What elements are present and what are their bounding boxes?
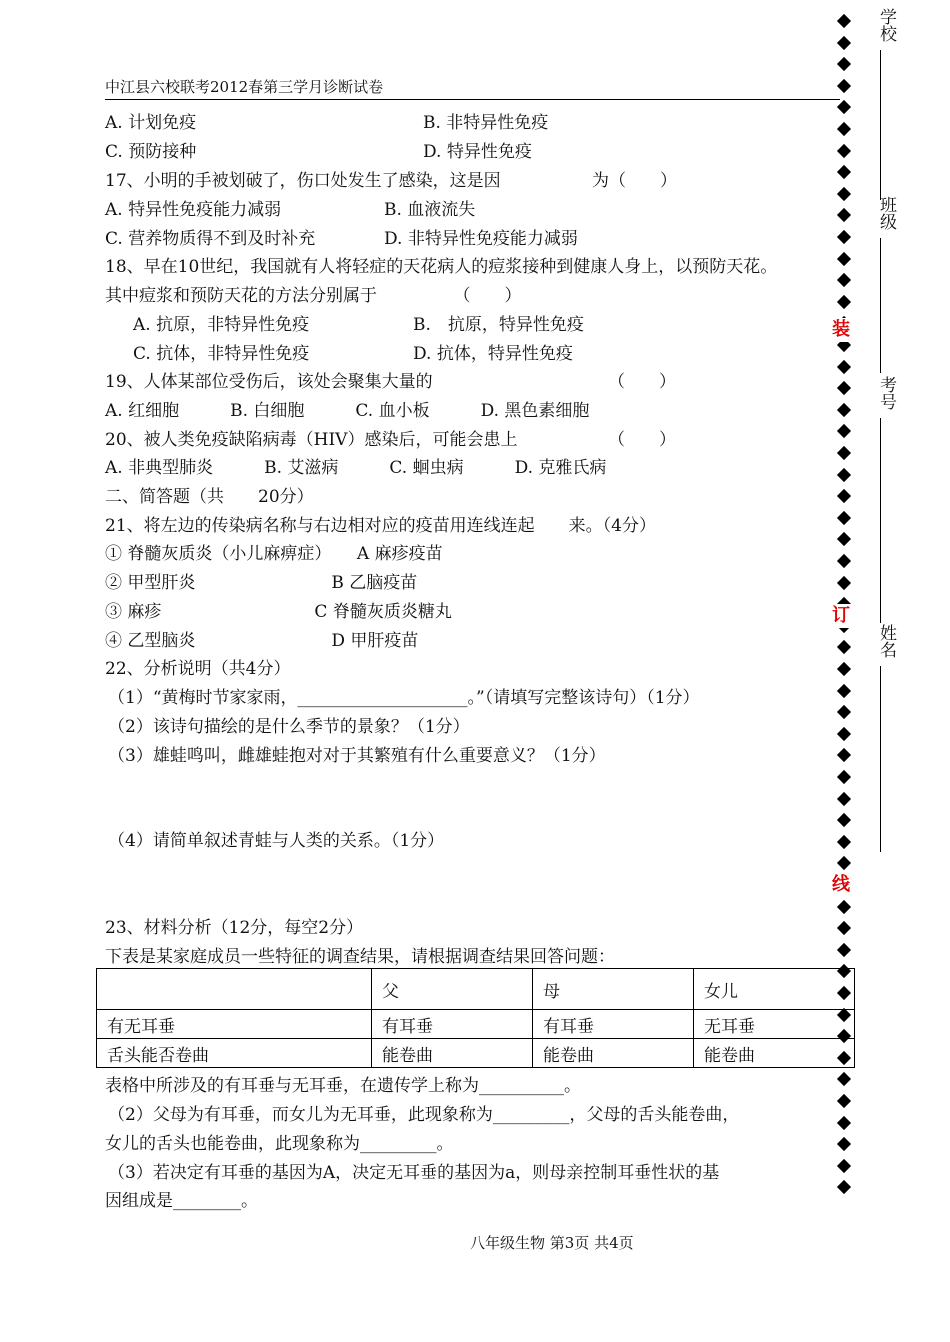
- table-cell: 有耳垂: [533, 1010, 694, 1039]
- diamond-icon: [837, 208, 851, 222]
- diamond-icon: [837, 144, 851, 158]
- diamond-icon: [837, 1159, 851, 1173]
- binding-diamond-column: [828, 8, 864, 1198]
- table-cell: 舌头能否卷曲: [97, 1039, 372, 1068]
- diamond-icon: [837, 360, 851, 374]
- line-q21-4: ④ 乙型脑炎 D 甲肝疫苗: [105, 631, 419, 651]
- binding-mark-zhuang: 装: [829, 318, 853, 342]
- diamond-icon: [837, 122, 851, 136]
- diamond-icon: [837, 727, 851, 741]
- name-line: [880, 666, 881, 852]
- line-q21: 21、将左边的传染病名称与右边相对应的疫苗用连线连起 来。（4分）: [105, 516, 656, 536]
- diamond-icon: [837, 14, 851, 28]
- diamond-icon: [837, 1094, 851, 1108]
- line-q22-2: （2）该诗句描绘的是什么季节的景象？（1分）: [108, 717, 470, 737]
- diamond-icon: [837, 468, 851, 482]
- line-q17-a: A. 特异性免疫能力减弱: [105, 200, 282, 220]
- line-q17-c: C. 营养物质得不到及时补充: [105, 229, 316, 249]
- table-cell: 父: [372, 969, 533, 1010]
- exam-no-line: [880, 418, 881, 623]
- line-q22: 22、分析说明（共4分）: [105, 659, 291, 679]
- line-q17-tail: 为（ ）: [592, 171, 677, 191]
- line-q19: 19、人体某部位受伤后，该处会聚集大量的: [105, 372, 433, 392]
- line-q16-b: B. 非特异性免疫: [423, 113, 549, 133]
- table-cell: 母: [533, 969, 694, 1010]
- diamond-icon: [837, 856, 851, 870]
- line-q22-3: （3）雄蛙鸣叫，雌雄蛙抱对对于其繁殖有什么重要意义？（1分）: [108, 746, 606, 766]
- line-q22-1: （1）“黄梅时节家家雨，____________________。”（请填写完整该诗句）（1分）: [108, 688, 700, 708]
- line-q19-opts: A. 红细胞 B. 白细胞 C. 血小板 D. 黑色素细胞: [105, 401, 590, 421]
- diamond-icon: [837, 943, 851, 957]
- diamond-icon: [837, 273, 851, 287]
- line-q20: 20、被人类免疫缺陷病毒（HIV）感染后，可能会患上: [105, 430, 518, 450]
- diamond-icon: [837, 1029, 851, 1043]
- table-row: [97, 1039, 855, 1068]
- line-q18: 18、早在10世纪，我国就有人将轻症的天花病人的痘浆接种到健康人身上，以预防天花。: [105, 257, 778, 277]
- binding-mark-ding: 订: [829, 604, 853, 628]
- line-q21-3: ③ 麻疹 C 脊髓灰质炎糖丸: [105, 602, 452, 622]
- line-q23-3: （3）若决定有耳垂的基因为A，决定无耳垂的基因为a，则母亲控制耳垂性状的基: [108, 1163, 720, 1183]
- diamond-icon: [837, 1137, 851, 1151]
- line-q17: 17、小明的手被划破了，伤口处发生了感染，这是因: [105, 171, 501, 191]
- table-cell: 女儿: [693, 969, 854, 1010]
- line-q18-2: 其中痘浆和预防天花的方法分别属于 （ ）: [105, 286, 522, 306]
- diamond-icon: [837, 511, 851, 525]
- table-cell: 有无耳垂: [97, 1010, 372, 1039]
- line-q18-d: D. 抗体，特异性免疫: [413, 344, 573, 364]
- diamond-icon: [837, 986, 851, 1000]
- line-q16-c: C. 预防接种: [105, 142, 197, 162]
- table-cell: [97, 969, 372, 1010]
- line-q20-opts: A. 非典型肺炎 B. 艾滋病 C. 蛔虫病 D. 克雅氏病: [105, 458, 607, 478]
- line-sec2: 二、简答题（共 20分）: [105, 487, 314, 507]
- diamond-icon: [837, 1008, 851, 1022]
- line-q23-1: 表格中所涉及的有耳垂与无耳垂，在遗传学上称为__________。: [105, 1076, 581, 1096]
- binding-mark-xian: 线: [829, 873, 853, 897]
- diamond-icon: [837, 554, 851, 568]
- page-footer: 八年级生物 第3页 共4页: [470, 1234, 634, 1252]
- line-q17-d: D. 非特异性免疫能力减弱: [384, 229, 578, 249]
- table-cell: 能卷曲: [533, 1039, 694, 1068]
- line-q17-b: B. 血液流失: [384, 200, 476, 220]
- line-q16-a: A. 计划免疫: [105, 113, 197, 133]
- diamond-icon: [837, 1072, 851, 1086]
- diamond-icon: [837, 79, 851, 93]
- diamond-icon: [837, 489, 851, 503]
- table-row: [97, 1010, 855, 1039]
- table-cell: 无耳垂: [693, 1010, 854, 1039]
- exam-no-label: 考号: [876, 376, 896, 410]
- school-label: 学校: [876, 8, 896, 42]
- diamond-icon: [837, 921, 851, 935]
- diamond-icon: [837, 230, 851, 244]
- exam-header: 中江县六校联考2012春第三学月诊断试卷: [105, 78, 384, 96]
- diamond-icon: [837, 532, 851, 546]
- diamond-icon: [837, 813, 851, 827]
- table-cell: 有耳垂: [372, 1010, 533, 1039]
- school-line: [880, 50, 881, 200]
- diamond-icon: [837, 770, 851, 784]
- diamond-icon: [837, 835, 851, 849]
- line-q18-b: B. 抗原，特异性免疫: [413, 315, 584, 335]
- diamond-icon: [837, 165, 851, 179]
- line-q18-c: C. 抗体，非特异性免疫: [133, 344, 310, 364]
- line-q20-tail: （ ）: [608, 430, 676, 450]
- line-q21-2: ② 甲型肝炎 B 乙脑疫苗: [105, 573, 418, 593]
- diamond-icon: [837, 792, 851, 806]
- diamond-icon: [837, 187, 851, 201]
- diamond-icon: [837, 1180, 851, 1194]
- diamond-icon: [837, 640, 851, 654]
- diamond-icon: [837, 1051, 851, 1065]
- diamond-icon: [837, 1116, 851, 1130]
- diamond-icon: [837, 57, 851, 71]
- line-q22-4: （4）请简单叙述青蛙与人类的关系。（1分）: [108, 831, 445, 851]
- class-line: [880, 238, 881, 373]
- line-q18-a: A. 抗原，非特异性免疫: [133, 315, 310, 335]
- diamond-icon: [837, 964, 851, 978]
- diamond-icon: [837, 252, 851, 266]
- diamond-icon: [837, 36, 851, 50]
- diamond-icon: [837, 576, 851, 590]
- line-q23-intro: 下表是某家庭成员一些特征的调查结果，请根据调查结果回答问题：: [105, 947, 615, 967]
- diamond-icon: [837, 662, 851, 676]
- diamond-icon: [837, 295, 851, 309]
- class-label: 班级: [876, 196, 896, 230]
- line-q23-2b: 女儿的舌头也能卷曲，此现象称为_________。: [105, 1134, 454, 1154]
- survey-table: [96, 968, 855, 1068]
- diamond-icon: [837, 900, 851, 914]
- line-q23: 23、材料分析（12分，每空2分）: [105, 918, 364, 938]
- line-q19-tail: （ ）: [608, 372, 676, 392]
- diamond-icon: [837, 403, 851, 417]
- table-cell: 能卷曲: [693, 1039, 854, 1068]
- diamond-icon: [837, 748, 851, 762]
- line-q16-d: D. 特异性免疫: [423, 142, 532, 162]
- line-q23-2: （2）父母为有耳垂，而女儿为无耳垂，此现象称为_________，父母的舌头能卷曲，: [108, 1105, 740, 1125]
- diamond-icon: [837, 705, 851, 719]
- table-row: [97, 969, 855, 1010]
- diamond-icon: [837, 446, 851, 460]
- diamond-icon: [837, 100, 851, 114]
- header-rule: [105, 99, 840, 100]
- line-q23-3b: 因组成是________。: [105, 1191, 258, 1211]
- name-label: 姓名: [876, 624, 896, 658]
- diamond-icon: [837, 424, 851, 438]
- table-cell: 能卷曲: [372, 1039, 533, 1068]
- line-q21-1: ① 脊髓灰质炎（小儿麻痹症） A 麻疹疫苗: [105, 544, 443, 564]
- diamond-icon: [837, 684, 851, 698]
- diamond-icon: [837, 381, 851, 395]
